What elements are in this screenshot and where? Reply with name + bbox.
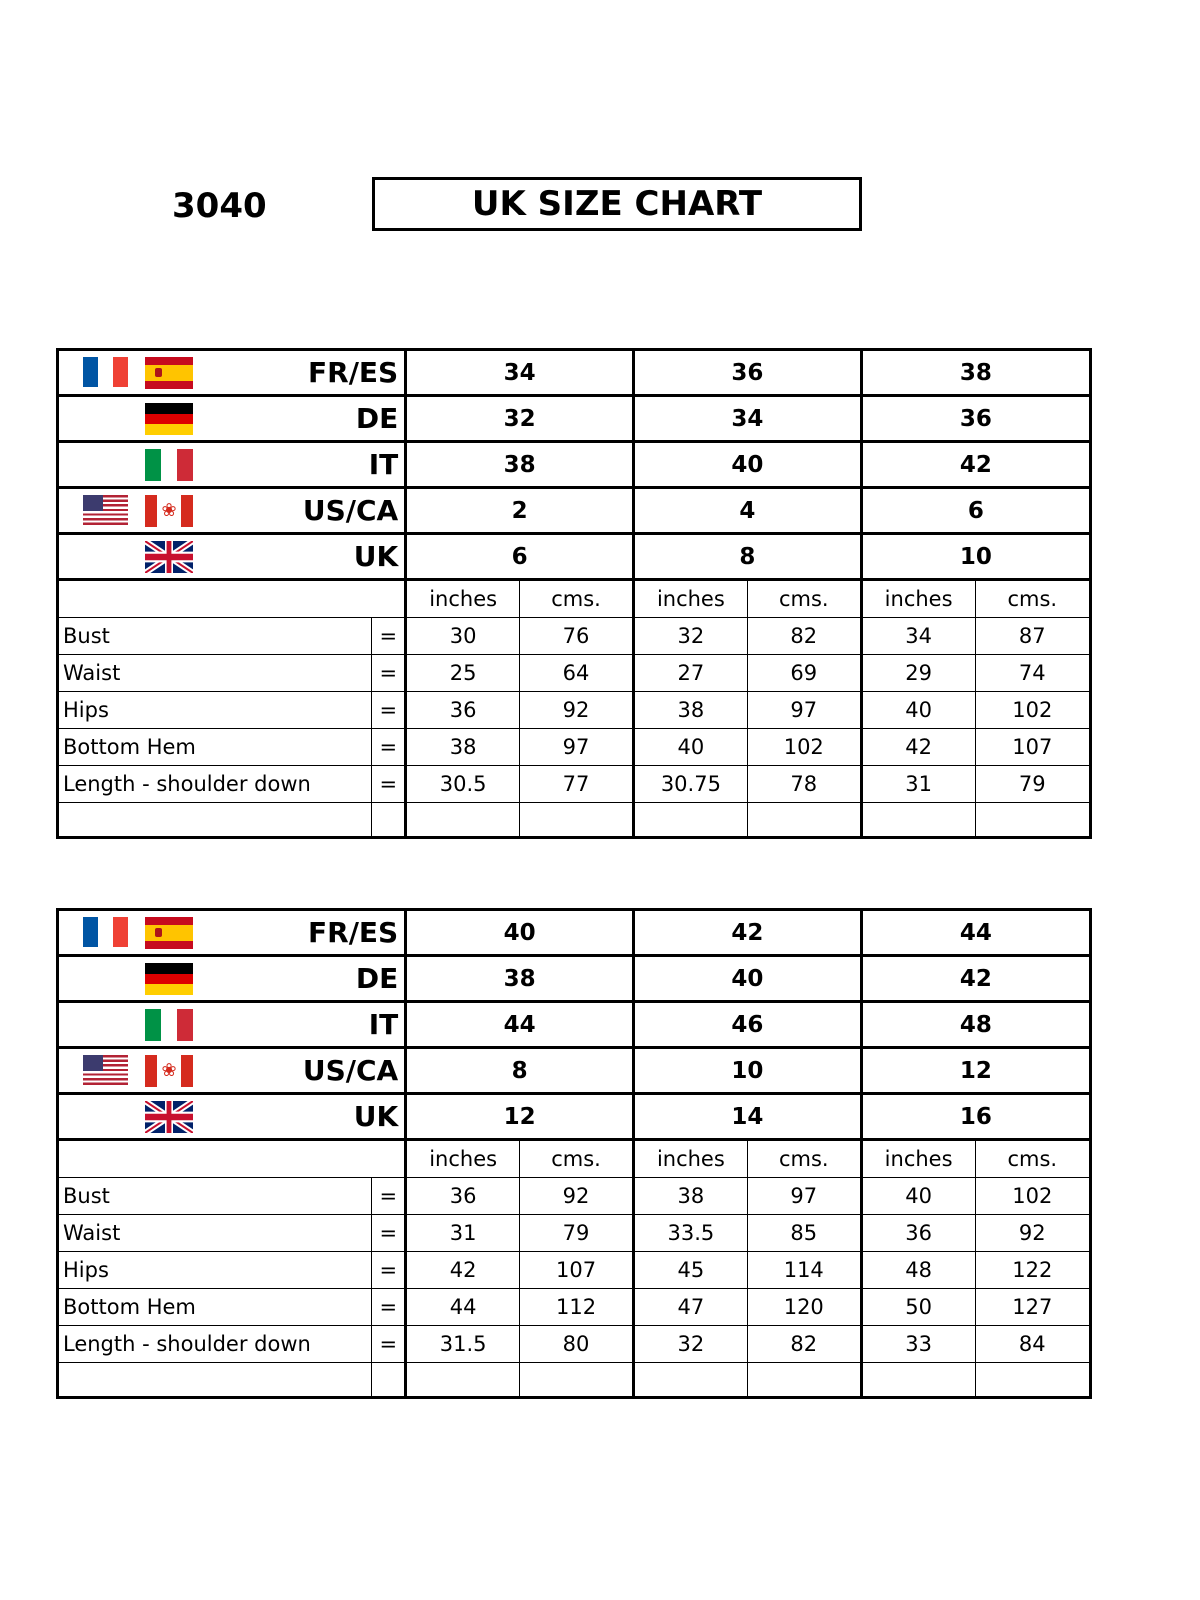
uk-flag-icon xyxy=(145,541,193,573)
size-value: 8 xyxy=(406,1048,634,1094)
measurement-value: 92 xyxy=(520,1178,634,1215)
measurement-row xyxy=(59,1252,1089,1289)
empty-cell xyxy=(520,803,634,837)
size-row-it xyxy=(59,1002,1089,1048)
measurement-value: 42 xyxy=(406,1252,520,1289)
measurement-name: Bottom Hem xyxy=(59,1289,372,1326)
measurement-value: 34 xyxy=(861,618,975,655)
unit-label-cms: cms. xyxy=(520,580,634,618)
size-chart-2 xyxy=(56,908,1092,1399)
measurement-value: 31 xyxy=(861,766,975,803)
size-row-uk xyxy=(59,1094,1089,1140)
italy-flag-icon xyxy=(145,449,193,481)
measurement-value: 122 xyxy=(975,1252,1089,1289)
measurement-value: 69 xyxy=(747,655,861,692)
measurement-name: Bottom Hem xyxy=(59,729,372,766)
germany-flag-icon xyxy=(145,963,193,995)
equals-sign: = xyxy=(372,1178,406,1215)
size-row-de xyxy=(59,956,1089,1002)
measurement-value: 85 xyxy=(747,1215,861,1252)
size-value: 48 xyxy=(861,1002,1089,1048)
unit-header-row xyxy=(59,580,1089,618)
canada-flag-icon: ❀ xyxy=(145,1055,193,1087)
measurement-value: 38 xyxy=(633,1178,747,1215)
measurement-value: 92 xyxy=(975,1215,1089,1252)
measurement-row xyxy=(59,729,1089,766)
measurement-name: Bust xyxy=(59,1178,372,1215)
measurement-value: 77 xyxy=(520,766,634,803)
equals-sign: = xyxy=(372,1252,406,1289)
measurement-value: 36 xyxy=(406,692,520,729)
size-value: 44 xyxy=(861,911,1089,956)
france-flag-icon xyxy=(83,917,128,947)
unit-label-inches: inches xyxy=(406,580,520,618)
empty-cell xyxy=(59,1363,372,1397)
region-cell-uk xyxy=(59,1094,406,1140)
region-label: FR/ES xyxy=(308,916,399,949)
measurement-value: 102 xyxy=(747,729,861,766)
size-row-uk xyxy=(59,534,1089,580)
measurement-value: 44 xyxy=(406,1289,520,1326)
measurement-row xyxy=(59,655,1089,692)
unit-label-inches: inches xyxy=(861,580,975,618)
measurement-name: Hips xyxy=(59,692,372,729)
canada-flag-icon: ❀ xyxy=(145,495,193,527)
measurement-value: 84 xyxy=(975,1326,1089,1363)
empty-cell xyxy=(633,1363,747,1397)
measurement-value: 40 xyxy=(861,1178,975,1215)
measurement-value: 127 xyxy=(975,1289,1089,1326)
measurement-value: 82 xyxy=(747,1326,861,1363)
measurement-value: 33.5 xyxy=(633,1215,747,1252)
germany-flag-icon xyxy=(145,403,193,435)
empty-cell xyxy=(406,803,520,837)
measurement-value: 30.75 xyxy=(633,766,747,803)
usa-flag-icon xyxy=(83,1055,128,1085)
region-label: DE xyxy=(355,962,399,995)
size-table xyxy=(59,351,1089,836)
uk-flag-icon xyxy=(145,1101,193,1133)
measurement-value: 42 xyxy=(861,729,975,766)
measurement-row xyxy=(59,766,1089,803)
measurement-name: Waist xyxy=(59,655,372,692)
region-cell-de xyxy=(59,396,406,442)
measurement-value: 107 xyxy=(975,729,1089,766)
unit-header-blank xyxy=(59,1140,406,1178)
empty-cell xyxy=(633,803,747,837)
size-value: 6 xyxy=(406,534,634,580)
unit-label-inches: inches xyxy=(633,580,747,618)
size-value: 10 xyxy=(633,1048,861,1094)
empty-cell xyxy=(372,1363,406,1397)
spain-flag-icon xyxy=(145,357,193,389)
size-value: 40 xyxy=(633,442,861,488)
size-value: 12 xyxy=(406,1094,634,1140)
measurement-value: 29 xyxy=(861,655,975,692)
equals-sign: = xyxy=(372,655,406,692)
measurement-value: 25 xyxy=(406,655,520,692)
size-row-it xyxy=(59,442,1089,488)
size-value: 42 xyxy=(861,442,1089,488)
unit-label-inches: inches xyxy=(861,1140,975,1178)
measurement-value: 32 xyxy=(633,1326,747,1363)
size-value: 10 xyxy=(861,534,1089,580)
unit-header-row xyxy=(59,1140,1089,1178)
size-row-fres xyxy=(59,911,1089,956)
measurement-value: 79 xyxy=(975,766,1089,803)
measurement-value: 80 xyxy=(520,1326,634,1363)
measurement-value: 76 xyxy=(520,618,634,655)
page-title-text: UK SIZE CHART xyxy=(471,184,763,224)
unit-label-cms: cms. xyxy=(975,1140,1089,1178)
france-flag-icon xyxy=(83,357,128,387)
measurement-value: 32 xyxy=(633,618,747,655)
unit-label-inches: inches xyxy=(633,1140,747,1178)
unit-label-cms: cms. xyxy=(975,580,1089,618)
measurement-value: 82 xyxy=(747,618,861,655)
unit-label-inches: inches xyxy=(406,1140,520,1178)
size-value: 38 xyxy=(861,351,1089,396)
measurement-value: 97 xyxy=(747,692,861,729)
size-row-usca xyxy=(59,488,1089,534)
measurement-row xyxy=(59,692,1089,729)
unit-header-blank xyxy=(59,580,406,618)
italy-flag-icon xyxy=(145,1009,193,1041)
measurement-value: 33 xyxy=(861,1326,975,1363)
measurement-name: Bust xyxy=(59,618,372,655)
measurement-value: 92 xyxy=(520,692,634,729)
region-label: IT xyxy=(368,1008,399,1041)
region-label: US/CA xyxy=(302,494,399,527)
measurement-value: 50 xyxy=(861,1289,975,1326)
size-value: 6 xyxy=(861,488,1089,534)
empty-cell xyxy=(861,1363,975,1397)
empty-cell xyxy=(520,1363,634,1397)
region-label: DE xyxy=(355,402,399,435)
size-table xyxy=(59,911,1089,1396)
page-title xyxy=(372,177,862,231)
region-label: IT xyxy=(368,448,399,481)
empty-row xyxy=(59,1363,1089,1397)
size-value: 42 xyxy=(633,911,861,956)
size-value: 34 xyxy=(633,396,861,442)
empty-cell xyxy=(975,803,1089,837)
measurement-value: 27 xyxy=(633,655,747,692)
region-cell-it xyxy=(59,1002,406,1048)
empty-cell xyxy=(59,803,372,837)
measurement-value: 78 xyxy=(747,766,861,803)
size-row-de xyxy=(59,396,1089,442)
size-row-fres xyxy=(59,351,1089,396)
region-label: UK xyxy=(353,540,399,573)
measurement-row xyxy=(59,1326,1089,1363)
measurement-value: 79 xyxy=(520,1215,634,1252)
measurement-name: Hips xyxy=(59,1252,372,1289)
measurement-value: 31.5 xyxy=(406,1326,520,1363)
size-chart-1 xyxy=(56,348,1092,839)
region-cell-usca xyxy=(59,488,406,534)
measurement-value: 112 xyxy=(520,1289,634,1326)
size-value: 42 xyxy=(861,956,1089,1002)
measurement-value: 45 xyxy=(633,1252,747,1289)
measurement-value: 114 xyxy=(747,1252,861,1289)
measurement-value: 107 xyxy=(520,1252,634,1289)
measurement-value: 47 xyxy=(633,1289,747,1326)
spain-flag-icon xyxy=(145,917,193,949)
region-cell-de xyxy=(59,956,406,1002)
size-value: 2 xyxy=(406,488,634,534)
size-value: 46 xyxy=(633,1002,861,1048)
empty-row xyxy=(59,803,1089,837)
region-label: US/CA xyxy=(302,1054,399,1087)
size-value: 38 xyxy=(406,956,634,1002)
region-cell-fres xyxy=(59,911,406,956)
measurement-value: 36 xyxy=(861,1215,975,1252)
size-value: 38 xyxy=(406,442,634,488)
region-label: FR/ES xyxy=(308,356,399,389)
measurement-value: 40 xyxy=(633,729,747,766)
measurement-value: 102 xyxy=(975,692,1089,729)
size-value: 40 xyxy=(633,956,861,1002)
measurement-value: 97 xyxy=(747,1178,861,1215)
size-value: 16 xyxy=(861,1094,1089,1140)
region-cell-usca xyxy=(59,1048,406,1094)
empty-cell xyxy=(372,803,406,837)
unit-label-cms: cms. xyxy=(747,1140,861,1178)
equals-sign: = xyxy=(372,1215,406,1252)
measurement-value: 31 xyxy=(406,1215,520,1252)
measurement-value: 64 xyxy=(520,655,634,692)
empty-cell xyxy=(406,1363,520,1397)
product-code: 3040 xyxy=(172,186,267,226)
measurement-value: 74 xyxy=(975,655,1089,692)
unit-label-cms: cms. xyxy=(520,1140,634,1178)
equals-sign: = xyxy=(372,1326,406,1363)
size-row-usca xyxy=(59,1048,1089,1094)
size-value: 36 xyxy=(861,396,1089,442)
measurement-value: 102 xyxy=(975,1178,1089,1215)
size-value: 40 xyxy=(406,911,634,956)
measurement-value: 30 xyxy=(406,618,520,655)
measurement-value: 120 xyxy=(747,1289,861,1326)
equals-sign: = xyxy=(372,729,406,766)
measurement-value: 38 xyxy=(406,729,520,766)
size-value: 36 xyxy=(633,351,861,396)
equals-sign: = xyxy=(372,766,406,803)
measurement-value: 30.5 xyxy=(406,766,520,803)
measurement-row xyxy=(59,1215,1089,1252)
size-value: 12 xyxy=(861,1048,1089,1094)
region-cell-it xyxy=(59,442,406,488)
measurement-name: Length - shoulder down xyxy=(59,1326,372,1363)
size-value: 8 xyxy=(633,534,861,580)
measurement-row xyxy=(59,618,1089,655)
region-label: UK xyxy=(353,1100,399,1133)
size-value: 4 xyxy=(633,488,861,534)
measurement-name: Length - shoulder down xyxy=(59,766,372,803)
equals-sign: = xyxy=(372,1289,406,1326)
size-value: 34 xyxy=(406,351,634,396)
measurement-value: 40 xyxy=(861,692,975,729)
size-value: 14 xyxy=(633,1094,861,1140)
equals-sign: = xyxy=(372,618,406,655)
empty-cell xyxy=(861,803,975,837)
equals-sign: = xyxy=(372,692,406,729)
size-value: 44 xyxy=(406,1002,634,1048)
measurement-value: 87 xyxy=(975,618,1089,655)
region-cell-fres xyxy=(59,351,406,396)
size-value: 32 xyxy=(406,396,634,442)
measurement-row xyxy=(59,1289,1089,1326)
empty-cell xyxy=(747,803,861,837)
measurement-name: Waist xyxy=(59,1215,372,1252)
region-cell-uk xyxy=(59,534,406,580)
unit-label-cms: cms. xyxy=(747,580,861,618)
measurement-value: 36 xyxy=(406,1178,520,1215)
measurement-value: 38 xyxy=(633,692,747,729)
empty-cell xyxy=(747,1363,861,1397)
measurement-value: 97 xyxy=(520,729,634,766)
usa-flag-icon xyxy=(83,495,128,525)
measurement-row xyxy=(59,1178,1089,1215)
measurement-value: 48 xyxy=(861,1252,975,1289)
empty-cell xyxy=(975,1363,1089,1397)
